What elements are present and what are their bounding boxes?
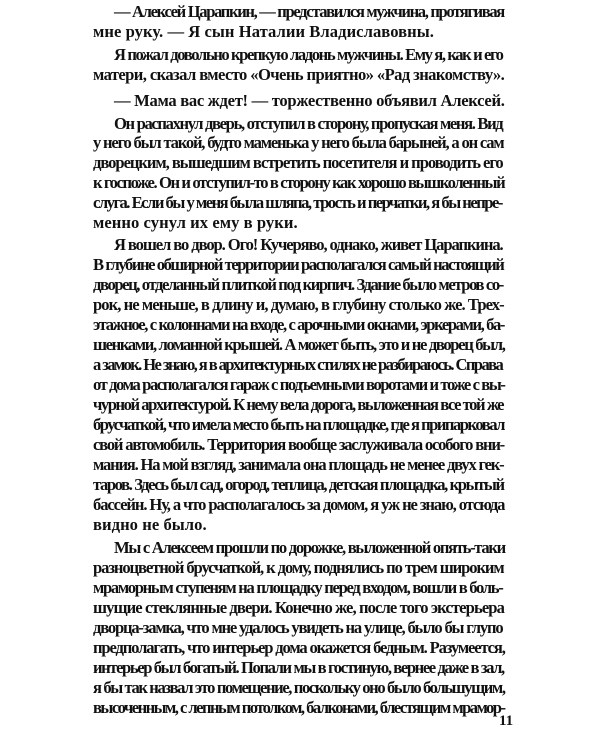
text-line: менно сунул их ему в руки.	[93, 213, 298, 232]
text-line: мраморным ступеням на площадку перед входом, вошли в боль-	[93, 578, 503, 597]
text-line: предполагать, что интерьер дома окажется бедным. Разумеется,	[93, 638, 505, 657]
text-line: а замок. Не знаю, я в архитектурных стилях не разбираюсь. Справа	[93, 355, 503, 374]
text-line: таров. Здесь был сад, огород, теплица, детская площадка, крытый	[93, 475, 504, 494]
text-line: В глубине обширной территории располагался самый настоящий	[93, 255, 504, 274]
text-line: Мы с Алексеем прошли по дорожке, выложенной опять-таки	[114, 538, 505, 557]
text-line: разноцветной брусчаткой, к дому, поднялись по трем широким	[93, 558, 504, 577]
text-line: видно не было.	[93, 515, 207, 534]
text-line: этажное, с колоннами на входе, с арочными окнами, эркерами, ба-	[93, 315, 505, 334]
text-line: свой автомобиль. Территория вообще заслуживала особого вни-	[93, 435, 505, 454]
text-line: я бы так назвал это помещение, поскольку оно было большущим,	[93, 678, 505, 697]
text-line: — Мама вас ждет! — торжественно объявил Алексей.	[114, 91, 505, 110]
text-line: шущие стеклянные двери. Конечно же, после того экстерьера	[93, 598, 505, 617]
text-line: у него был такой, будто маменька у него была барыней, а он сам	[93, 133, 504, 152]
text-line: брусчаткой, что имела место быть на площадке, где я припарковал	[93, 415, 504, 434]
text-line: рок, не меньше, в длину и, думаю, в глубину столько же. Трех-	[93, 295, 504, 314]
text-line: дворец, отделанный плиткой под кирпич. Здание было метров со-	[93, 275, 503, 294]
text-line: к госпоже. Он и отступил-то в сторону как хорошо вышколенный	[93, 173, 505, 192]
text-line: матери, сказал вместо «Очень приятно» «Рад знакомству».	[93, 65, 505, 84]
text-line: шенками, ломанной крышей. А может быть, это и не дворец был,	[93, 335, 505, 354]
text-line: мне руку. — Я сын Наталии Владиславовны.	[93, 22, 434, 41]
text-line: слуга. Если бы у меня была шляпа, трость и перчатки, я бы непре-	[93, 193, 502, 212]
text-line: дворца-замка, что мне удалось увидеть на улице, было бы глупо	[93, 618, 503, 637]
text-line: дворецким, вышедшим встретить посетителя и проводить его	[93, 153, 503, 172]
text-line: чурной архитектурой. К нему вела дорога, выложенная все той же	[93, 395, 504, 414]
text-line: высоченным, с лепным потолком, балконами, блестящим мрамор-	[93, 698, 505, 717]
page-number: 11	[499, 713, 514, 729]
text-line: бассейн. Ну, а что располагалось за домом, я уж не знаю, отсюда	[93, 495, 505, 514]
text-line: интерьер был богатый. Попали мы в гостиную, вернее даже в зал,	[93, 658, 504, 677]
text-line: Я вошел во двор. Ого! Кучеряво, однако, живет Царапкина.	[114, 235, 503, 254]
text-line: Я пожал довольно крепкую ладонь мужчины. Ему я, как и его	[114, 45, 503, 64]
text-line: Он распахнул дверь, отступил в сторону, пропуская меня. Вид	[114, 114, 503, 133]
text-line: мания. На мой взгляд, занимала она площадь не менее двух гек-	[93, 455, 504, 474]
text-line: — Алексей Царапкин, — представился мужчина, протягивая	[114, 2, 504, 21]
text-line: от дома располагался гараж с подъемными воротами и тоже с вы-	[93, 375, 505, 394]
